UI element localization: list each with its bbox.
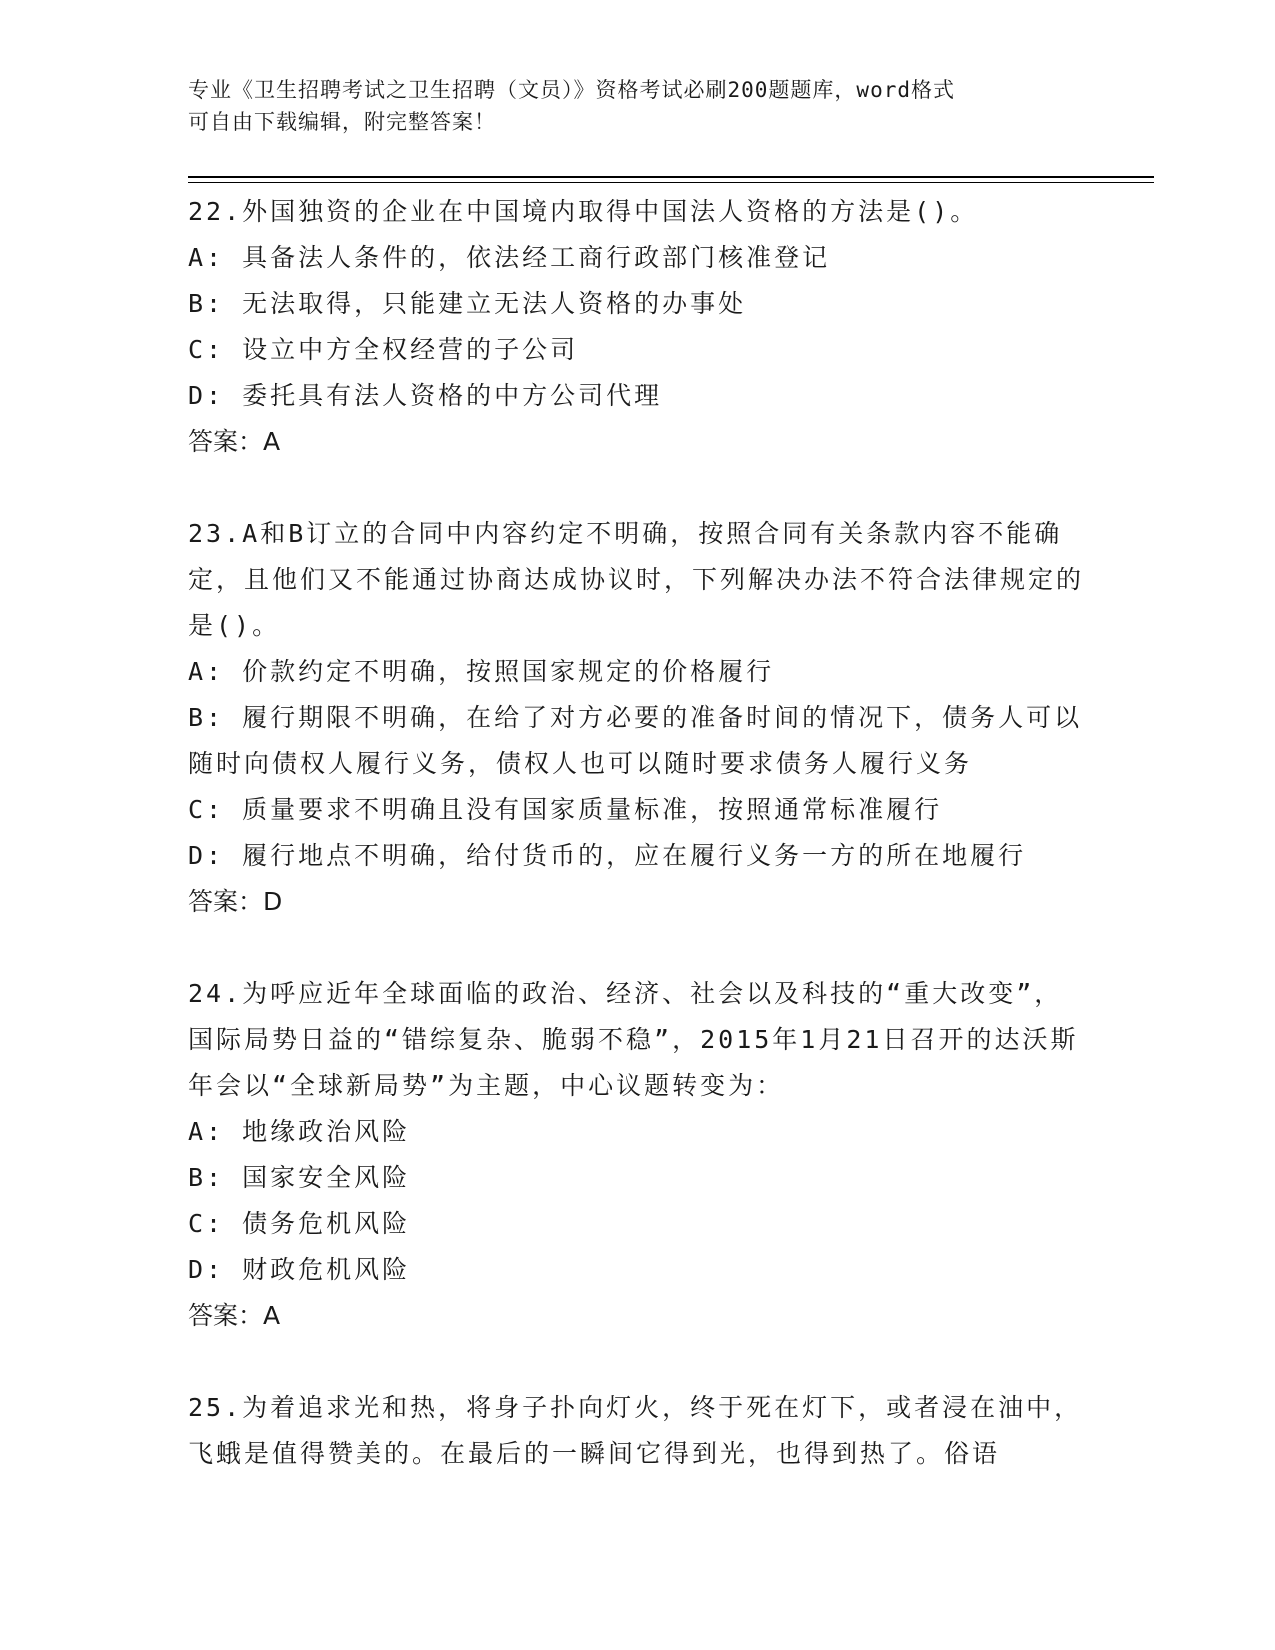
question-stem: 24.为呼应近年全球面临的政治、经济、社会以及科技的“重大改变”，国际局势日益的“错综复杂、脆弱不稳”，2015年1月21日召开的达沃斯年会以“全球新局势”为主题，中心议题转变为： (188, 979, 1079, 1100)
answer-label: 答案：D (188, 887, 283, 916)
header-line-1: 专业《卫生招聘考试之卫生招聘（文员）》资格考试必刷200题题库，word格式 (188, 78, 955, 102)
question-list (188, 189, 1088, 1523)
option-d: D: 财政危机风险 (188, 1255, 411, 1284)
option-b: B: 无法取得，只能建立无法人资格的办事处 (188, 289, 747, 318)
option-a: A: 地缘政治风险 (188, 1117, 411, 1146)
question-stem: 25.为着追求光和热，将身子扑向灯火，终于死在灯下，或者浸在油中，飞蛾是值得赞美的。在最后的一瞬间它得到光，也得到热了。俗语 (188, 1393, 1083, 1468)
answer-label: 答案：A (188, 1301, 281, 1330)
document-header (188, 74, 1068, 138)
answer-label: 答案：A (188, 427, 281, 456)
question-25 (188, 1385, 1088, 1477)
option-b: B: 履行期限不明确，在给了对方必要的准备时间的情况下，债务人可以随时向债权人履行义务，债权人也可以随时要求债务人履行义务 (188, 703, 1083, 778)
option-d: D: 委托具有法人资格的中方公司代理 (188, 381, 663, 410)
question-stem: 23.A和B订立的合同中内容约定不明确，按照合同有关条款内容不能确定，且他们又不能通过协商达成协议时，下列解决办法不符合法律规定的是()。 (188, 519, 1085, 640)
option-c: C: 设立中方全权经营的子公司 (188, 335, 579, 364)
option-c: C: 质量要求不明确且没有国家质量标准，按照通常标准履行 (188, 795, 943, 824)
question-stem: 22.外国独资的企业在中国境内取得中国法人资格的方法是()。 (188, 197, 979, 226)
option-a: A: 具备法人条件的，依法经工商行政部门核准登记 (188, 243, 831, 272)
header-divider-thin (188, 182, 1154, 183)
option-b: B: 国家安全风险 (188, 1163, 411, 1192)
option-a: A: 价款约定不明确，按照国家规定的价格履行 (188, 657, 775, 686)
question-24 (188, 971, 1088, 1339)
option-d: D: 履行地点不明确，给付货币的，应在履行义务一方的所在地履行 (188, 841, 1027, 870)
header-divider-thick (188, 176, 1154, 178)
question-22 (188, 189, 1088, 465)
question-23 (188, 511, 1088, 925)
option-c: C: 债务危机风险 (188, 1209, 411, 1238)
header-line-2: 可自由下载编辑，附完整答案！ (188, 110, 496, 134)
